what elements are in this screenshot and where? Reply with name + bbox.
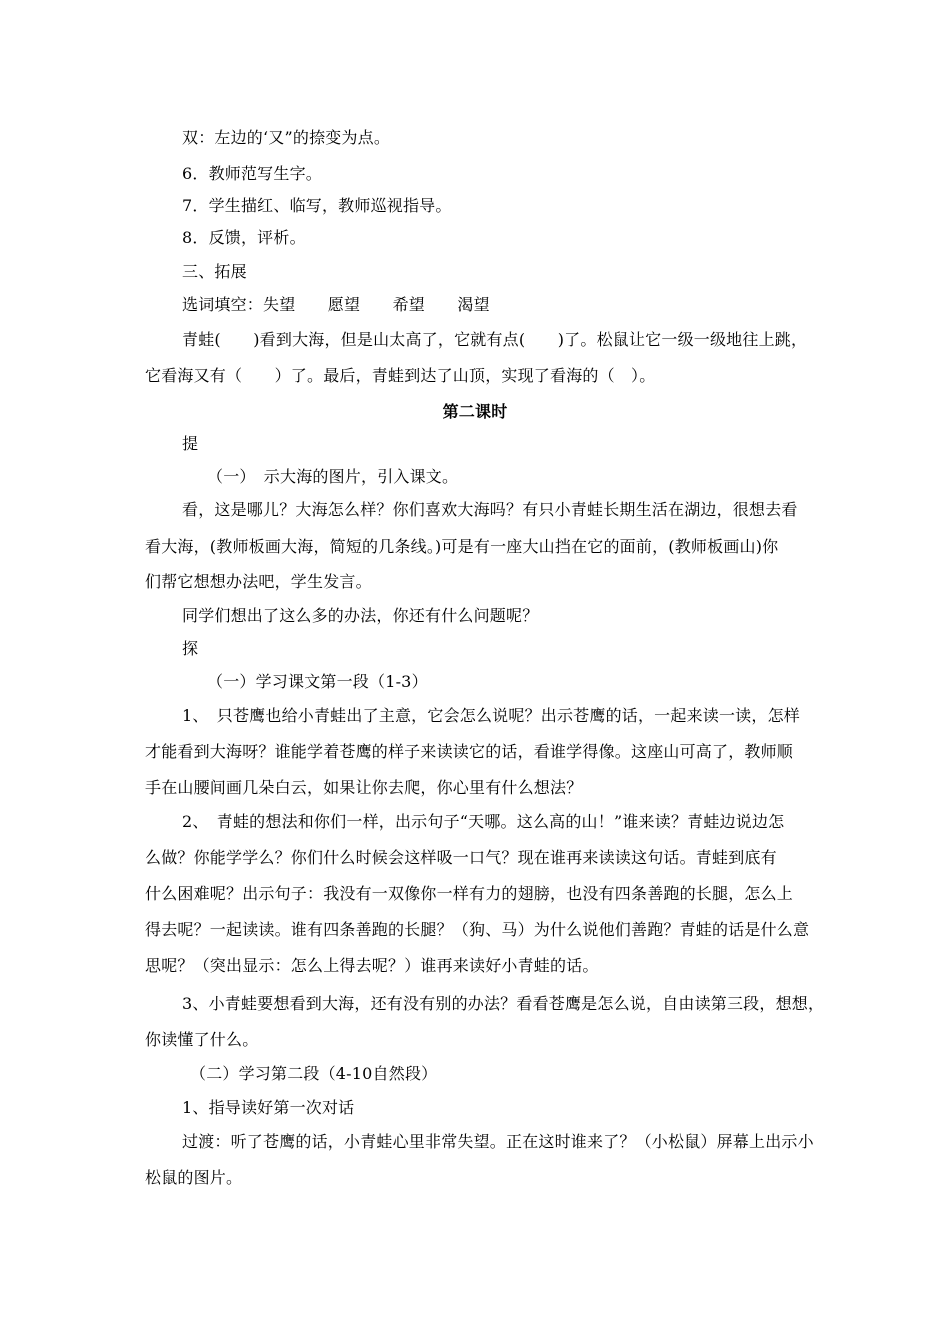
- text-line-1: 双：左边的‘又”的捺变为点。: [182, 128, 391, 147]
- text-line-14: 们帮它想想办法吧，学生发言。: [145, 572, 372, 591]
- text-line-20: 手在山腰间画几朵白云，如果让你去爬，你心里有什么想法？: [145, 778, 583, 797]
- text-line-6: 选词填空：失望 愿望 希望 渴望: [182, 295, 490, 314]
- text-line-8: 它看海又有（ ）了。最后，青蛙到达了山顶，实现了看海的（ ）。: [145, 366, 656, 385]
- text-line-3: 7．学生描红、临写，教师巡视指导。: [182, 196, 452, 215]
- text-line-25: 思呢？（突出显示：怎么上得去呢？）谁再来读好小青蛙的话。: [145, 956, 599, 975]
- text-line-22: 么做？你能学学么？你们什么时候会这样吸一口气？现在谁再来读读这句话。青蛙到底有: [145, 848, 777, 867]
- text-line-4: 8．反馈，评析。: [182, 228, 306, 247]
- text-line-16: 探: [182, 639, 199, 658]
- text-line-28: （二）学习第二段（4-10自然段）: [190, 1064, 438, 1083]
- text-line-5: 三、拓展: [182, 262, 247, 281]
- text-line-10: 提: [182, 434, 199, 453]
- text-line-18: 1、 只苍鹰也给小青蛙出了主意，它会怎么说呢？出示苍鹰的话，一起来读一读，怎样: [182, 706, 800, 725]
- text-line-13: 看大海，(教师板画大海，简短的几条线。)可是有一座大山挡在它的面前，(教师板画山)你: [145, 537, 779, 556]
- text-line-17: （一）学习课文第一段（1-3）: [207, 672, 428, 691]
- text-line-11: （一） 示大海的图片，引入课文。: [207, 467, 459, 486]
- text-line-7: 青蛙( )看到大海，但是山太高了，它就有点( )了。松鼠让它一级一级地往上跳，: [182, 330, 808, 349]
- text-line-2: 6．教师范写生字。: [182, 164, 322, 183]
- text-line-23: 什么困难呢？出示句子：我没有一双像你一样有力的翅膀，也没有四条善跑的长腿，怎么上: [145, 884, 794, 903]
- text-line-27: 你读懂了什么。: [145, 1030, 259, 1049]
- text-line-31: 松鼠的图片。: [145, 1168, 243, 1187]
- text-line-12: 看，这是哪儿？大海怎么样？你们喜欢大海吗？有只小青蛙长期生活在湖边，很想去看: [182, 500, 798, 519]
- text-line-26: 3、小青蛙要想看到大海，还有没有别的办法？看看苍鹰是怎么说，自由读第三段，想想，: [182, 994, 825, 1013]
- text-line-29: 1、指导读好第一次对话: [182, 1098, 355, 1117]
- text-line-30: 过渡：听了苍鹰的话，小青蛙心里非常失望。正在这时谁来了？（小松鼠）屏幕上出示小: [182, 1132, 814, 1151]
- text-line-19: 才能看到大海呀？谁能学着苍鹰的样子来读读它的话，看谁学得像。这座山可高了，教师顺: [145, 742, 794, 761]
- text-line-15: 同学们想出了这么多的办法，你还有什么问题呢？: [182, 606, 539, 625]
- section-title: 第二课时: [442, 402, 508, 421]
- text-line-24: 得去呢？一起读读。谁有四条善跑的长腿？（狗、马）为什么说他们善跑？青蛙的话是什么意: [145, 920, 810, 939]
- text-line-21: 2、 青蛙的想法和你们一样，出示句子“天哪。这么高的山！”谁来读？青蛙边说边怎: [182, 812, 785, 831]
